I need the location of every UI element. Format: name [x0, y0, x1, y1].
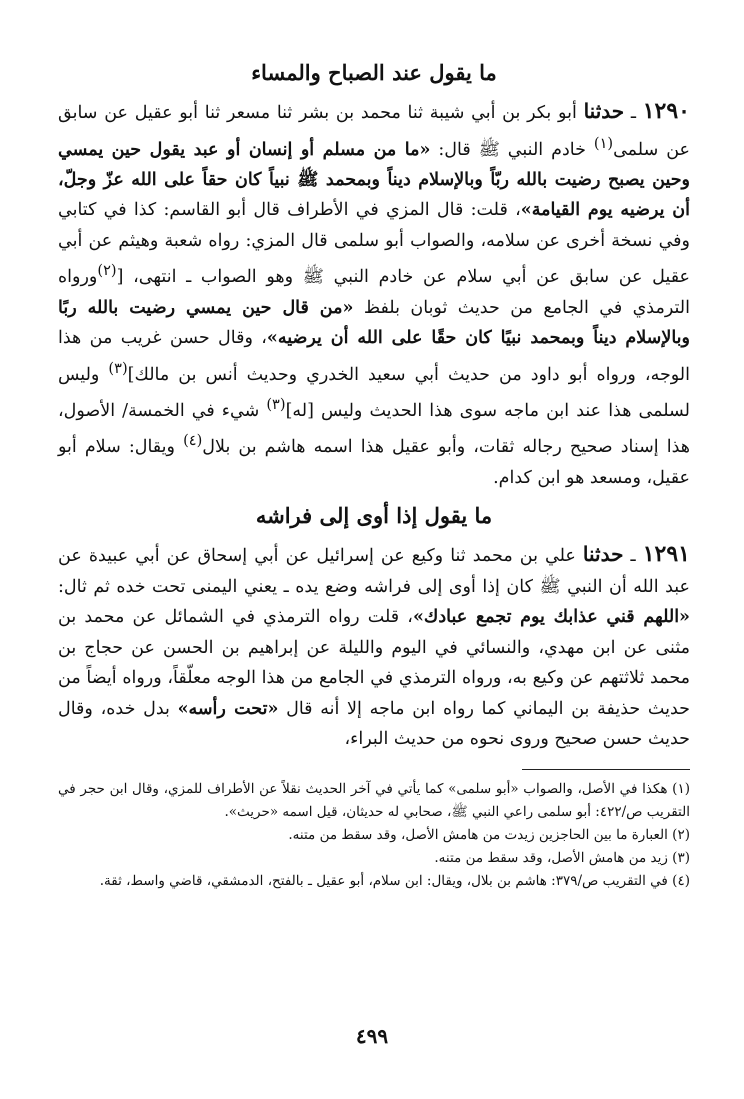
hadith-number: ١٢٩٠: [642, 98, 690, 124]
chapter-heading-morning-evening: ما يقول عند الصباح والمساء: [251, 60, 497, 85]
footnote-divider: [522, 769, 690, 770]
dash: ـ: [623, 546, 643, 567]
text-segment: أبو بكر بن أبي شيبة ثنا محمد بن بشر ثنا مسعر ثنا أبو عقيل عن سابق عن سلمى: [58, 103, 690, 160]
footnote-2: (٢) العبارة ما بين الحاجزين زيدت من هامش الأصل، وقد سقط من متنه.: [288, 826, 690, 843]
hadith-quote: «اللهم قني عذابك يوم تجمع عبادك»: [412, 607, 690, 628]
text-segment: ، قلت: قال المزي في الأطراف قال أبو القاسم: كذا في كتابي وفي نسخة أخرى عن سلامه، والصواب أبو سلمى قال المزي: رواه شعبة وهيثم عن أبي عقيل عن سابق عن أبي سلام عن خادم النبي ﷺ وهو الصواب ـ انتهى، [: [58, 200, 690, 288]
page-number: ٤٩٩: [355, 1024, 389, 1048]
text-segment: ورواه الترمذي في الجامع من حديث ثوبان بلفظ: [58, 267, 690, 318]
text-segment: ويقال: سلام أبو عقيل، ومسعد هو ابن كدام.: [58, 437, 690, 488]
footnote-ref-4: (٤): [183, 432, 203, 450]
text-segment: شيء في الخمسة/ الأصول، هذا إسناد صحيح رجاله ثقات، وأبو عقيل هذا اسمه هاشم بن بلال: [58, 400, 690, 458]
hadith-1290: [58, 96, 690, 493]
text-segment: وليس لسلمى هذا عند ابن ماجه سوى هذا الحديث وليس [له]: [58, 364, 690, 421]
dash: ـ: [624, 103, 643, 123]
footnote-ref-3: (٣): [108, 359, 128, 377]
hadith-quote: «ما من مسلم أو إنسان أو عبد يقول حين يمسي وحين يصبح رضيت بالله ربّاً وبالإسلام ديناً وبمحمد ﷺ نبياً كان حقاً على الله عزّ وجلّ، أن يرضيه يوم القيامة»: [58, 139, 690, 221]
footnotes: [58, 778, 690, 893]
hadith-quote: «تحت رأسه»: [177, 698, 279, 719]
footnote-4: (٤) في التقريب ص/٣٧٩: هاشم بن بلال، ويقال: ابن سلام، أبو عقيل ـ بالفتح، الدمشقي، قاضي واسط، ثقة.: [99, 872, 690, 889]
footnote-1: (١) هكذا في الأصل، والصواب «أبو سلمى» كما يأتي في آخر الحديث نقلاً عن الأطراف للمزي، وقال ابن حجر في التقريب ص/٤٢٢: أبو سلمى راعي النبي ﷺ، صحابي له حديثان، قيل اسمه «حريث».: [58, 780, 690, 820]
hadith-quote: «من قال حين يمسي رضيت بالله ربًا وبالإسلام ديناً وبمحمد نبيًا كان حقًا على الله أن يرضيه»: [58, 297, 690, 349]
haddathana-word: حدثنا: [583, 99, 625, 123]
footnote-ref-2: (٢): [97, 262, 117, 280]
text-segment: خادم النبي ﷺ قال:: [430, 139, 594, 160]
text-segment: ، وقال حسن غريب من هذا الوجه، ورواه أبو داود من حديث أبي سعيد الخدري وحديث أنس بن مالك]: [58, 328, 690, 385]
text-segment: علي بن محمد ثنا وكيع عن إسرائيل عن أبي إسحاق عن أبي عبيدة عن عبد الله أن النبي ﷺ كان إذا أوى إلى فراشه وضع يده ـ يعني اليمنى تحت خده ثم ثال:: [58, 546, 690, 597]
footnote-ref-3b: (٣): [266, 395, 286, 413]
footnote-ref-1: (١): [593, 134, 614, 152]
hadith-number: ١٢٩١: [642, 541, 690, 568]
haddathana-word: حدثنا: [582, 542, 624, 567]
chapter-heading-bedtime: ما يقول إذا أوى إلى فراشه: [255, 503, 493, 529]
text-segment: ، قلت رواه الترمذي في الشمائل عن محمد بن مثنى عن ابن مهدي، والنسائي في اليوم والليلة عن إبراهيم بن الحسن عن حجاج بن محمد ثلاثتهم عن وكيع به، ورواه الترمذي في الجامع من هذا الوجه معلّقاً، ورواه أيضاً من حديث حذيفة بن اليماني كما رواه ابن ماجه إلا أنه قال: [58, 607, 690, 719]
hadith-1291: [58, 539, 690, 755]
footnote-3: (٣) زيد من هامش الأصل، وقد سقط من متنه.: [434, 849, 690, 866]
text-segment: بدل خده، وقال حديث حسن صحيح وروى نحوه من حديث البراء،: [58, 698, 690, 750]
page-body: [58, 56, 690, 1056]
